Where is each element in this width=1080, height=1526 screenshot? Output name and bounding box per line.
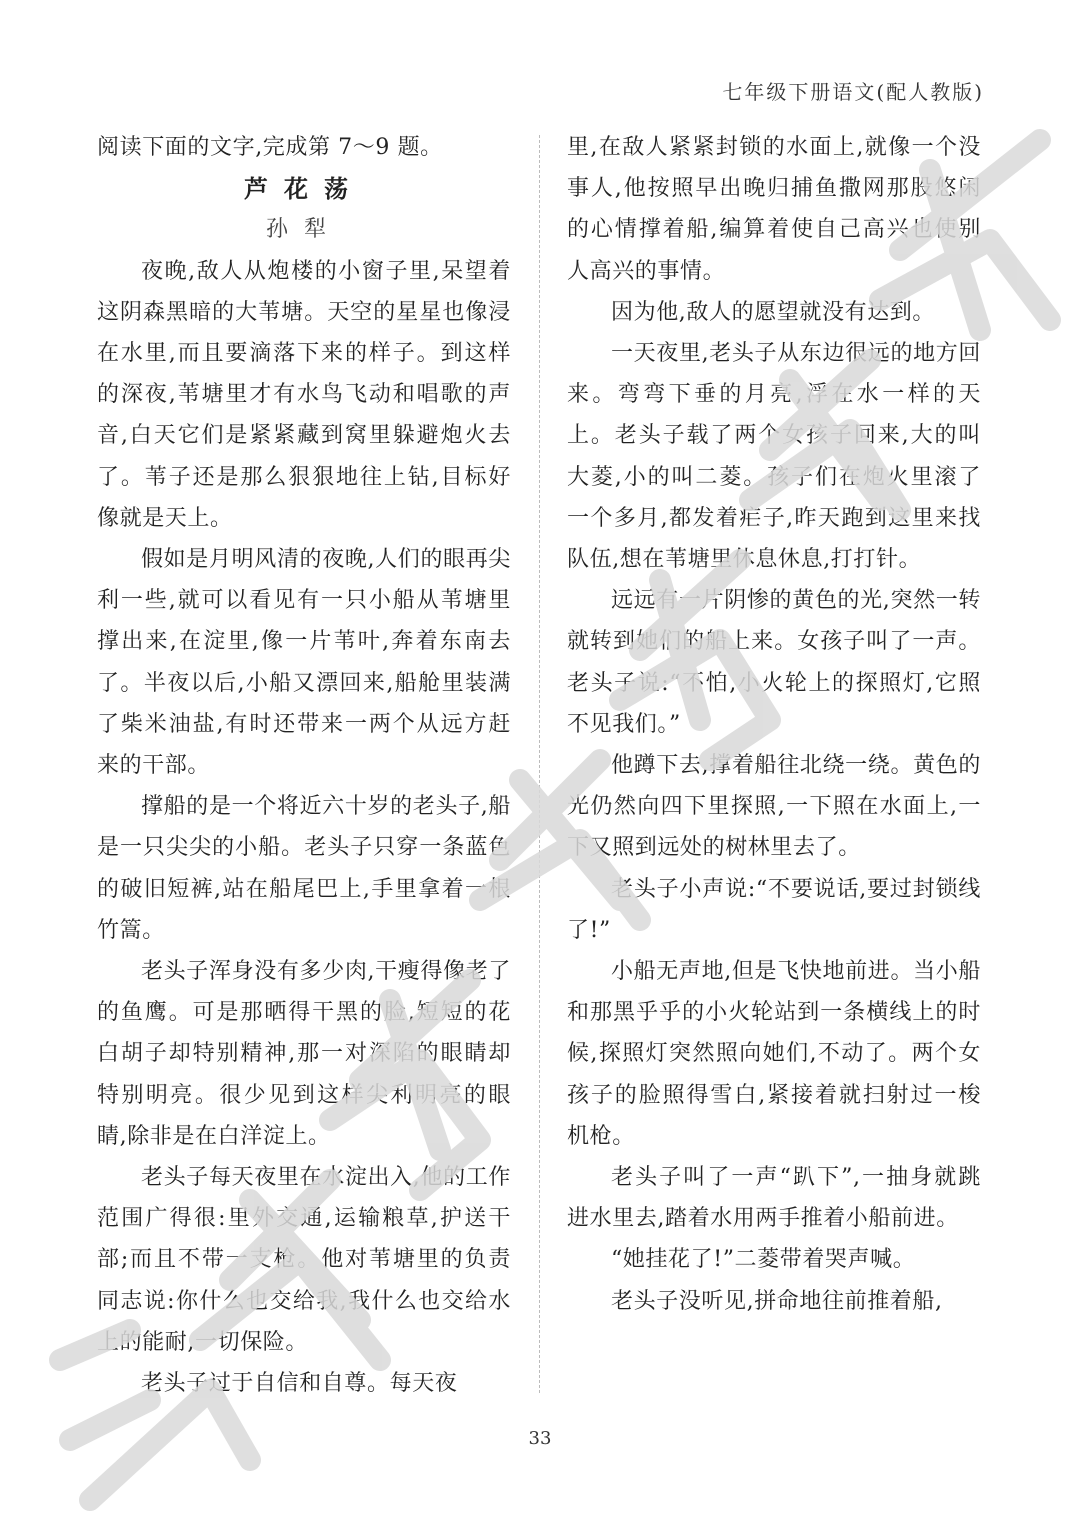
paragraph: 因为他,敌人的愿望就没有达到。 <box>611 299 935 325</box>
right-column <box>567 127 981 1322</box>
paragraph: 老头子没听见,拼命地往前推着船, <box>611 1288 943 1314</box>
paragraph-continuation: 里,在敌人紧紧封锁的水面上,就像一个没事人,他按照早出晚归捕鱼撒网那股悠闲的心情撑着船,编算着使自己高兴也使别人高兴的事情。 <box>567 135 981 284</box>
paragraph: “她挂花了!”二菱带着哭声喊。 <box>611 1247 916 1273</box>
reading-instruction: 阅读下面的文字,完成第 7～9 题。 <box>97 135 443 160</box>
column-divider <box>539 135 540 1393</box>
article-title: 芦花荡 <box>244 174 364 204</box>
paragraph: 夜晚,敌人从炮楼的小窗子里,呆望着这阴森黑暗的大苇塘。天空的星星也像浸在水里,而且要滴落下来的样子。到这样的深夜,苇塘里才有水鸟飞动和唱歌的声音,白天它们是紧紧藏到窝里躲避炮火去了。苇子还是那么狠狠地往上钻,目标好像就是天上。 <box>97 258 511 531</box>
paragraph: 老头子叫了一声“趴下”,一抽身就跳进水里去,踏着水用两手推着小船前进。 <box>567 1165 981 1232</box>
running-header: 七年级下册语文(配人教版) <box>722 80 984 104</box>
paragraph: 老头子小声说:“不要说话,要过封锁线了!” <box>567 876 981 943</box>
article-author: 孙犁 <box>265 217 342 243</box>
paragraph: 老头子浑身没有多少肉,干瘦得像老了的鱼鹰。可是那晒得干黑的脸,短短的花白胡子却特别精神,那一对深陷的眼睛却特别明亮。很少见到这样尖利明亮的眼睛,除非是在白洋淀上。 <box>97 959 511 1149</box>
paragraph: 撑船的是一个将近六十岁的老头子,船是一只尖尖的小船。老头子只穿一条蓝色的破旧短裤,站在船尾巴上,手里拿着一根竹篙。 <box>97 794 511 943</box>
paragraph: 他蹲下去,撑着船往北绕一绕。黄色的光仍然向四下里探照,一下照在水面上,一下又照到远处的树林里去了。 <box>567 753 981 861</box>
paragraph: 远远有一片阴惨的黄色的光,突然一转就转到她们的船上来。女孩子叫了一声。老头子说:“不怕,小火轮上的探照灯,它照不见我们。” <box>567 588 981 737</box>
left-column <box>97 127 511 1404</box>
page-number: 33 <box>528 1428 552 1449</box>
paragraph: 老头子每天夜里在水淀出入,他的工作范围广得很:里外交通,运输粮草,护送干部;而且不带一支枪。他对苇塘里的负责同志说:你什么也交给我,我什么也交给水上的能耐,一切保险。 <box>97 1165 511 1355</box>
paragraph: 老头子过于自信和自尊。每天夜 <box>141 1371 458 1397</box>
paragraph: 假如是月明风清的夜晚,人们的眼再尖利一些,就可以看见有一只小船从苇塘里撑出来,在淀里,像一片苇叶,奔着东南去了。半夜以后,小船又漂回来,船舱里装满了柴米油盐,有时还带来一两个从远方赶来的干部。 <box>97 547 511 779</box>
paragraph: 一天夜里,老头子从东边很远的地方回来。弯弯下垂的月亮,浮在水一样的天上。老头子载了两个女孩子回来,大的叫大菱,小的叫二菱。孩子们在炮火里滚了一个多月,都发着疟子,昨天跑到这里来找队伍,想在苇塘里休息休息,打打针。 <box>567 341 981 573</box>
paragraph: 小船无声地,但是飞快地前进。当小船和那黑乎乎的小火轮站到一条横线上的时候,探照灯突然照向她们,不动了。两个女孩子的脸照得雪白,紧接着就扫射过一梭机枪。 <box>567 959 981 1149</box>
